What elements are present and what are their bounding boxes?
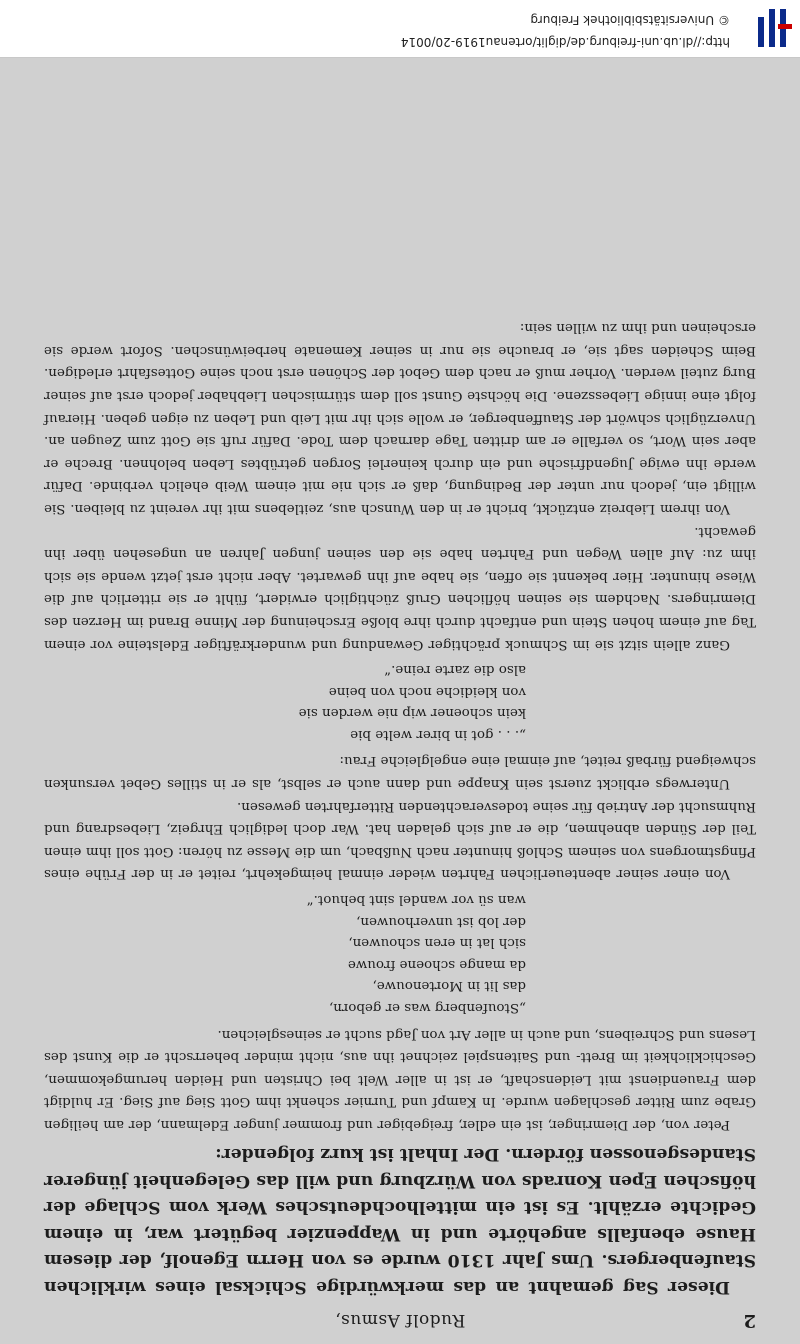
body-paragraph: Peter von, der Diemringer, ist ein edler, freigebiger und frommer junger Edelmann, der am heiligen Grabe zum Ritter geschlagen wurde. In Kampf und Turnier schenkt ihm Gott Sieg auf Sieg. Er huldigt dem Frauendienst mit Leidenschaft, er ist in aller Welt bei Christen und Heiden herumgekommen, Geschicklichkeit im Brett- und Saitenspiel zeichnet ihn aus, nicht minder beherrscht er die Kunst des Lesens und Schreibens, und auch in aller Art von Jagd sucht er seinesgleichen. <box>44 1026 756 1132</box>
verse-block <box>44 888 526 1018</box>
footer-bar <box>0 0 800 58</box>
verse-line: sich lat in eren schouwen, <box>348 935 526 951</box>
running-head <box>44 1304 756 1336</box>
verse-line: „Stoufenberg was er geborn, <box>329 1000 526 1016</box>
verse-line: wan sü vor wandel sint behuot.“ <box>306 892 526 908</box>
page-number: 2 <box>743 1310 756 1331</box>
ub-freiburg-logo-icon <box>752 5 792 51</box>
document-page <box>0 58 800 1344</box>
running-head-author: Rudolf Asmus, <box>334 1310 466 1330</box>
verse-line: das lit in Mortenouwe, <box>372 978 526 994</box>
verse-line: „. . . got in birer welte bie <box>350 726 526 742</box>
body-paragraph: Von einer seiner abenteuerlichen Fahrten wieder einmal heimgekehrt, reitet er in der Frühe eines Pfingstmorgens von seinem Schloß hinunter nach Nußbach, um die Messe zu hören: Gott soll ihm einen Teil der Sünden abnehmen, die er auf sich geladen hat. War doch lediglich Ehrgeiz, Liebesdrang und Ruhmsucht der Antrieb für seine todesverachtenden Ritterfahrten gewesen. <box>44 798 756 882</box>
verse-line: kein schoener wip nie werden sie <box>298 705 526 721</box>
verse-line: also die zarte reine.“ <box>384 662 526 678</box>
intro-paragraph: Dieser Sag gemahnt an das merkwürdige Schicksal eines wirklichen Staufenbergers. Ums Jahr 1310 wurde es von Herrn Egenolf, der diesem Hause ebenfalls angehörte und in Wappenzier begütert war, in einem Gedichte erzählt. Es ist ein mittelhochdeutsches Werk vom Schlage der höfischen Epen Konrads von Würzburg und will das Gelegenheit jüngerer Standesgenossen fördern. Der Inhalt ist kurz folgender: <box>44 1144 756 1297</box>
verse-line: der lob ist unverhouwen, <box>356 913 526 929</box>
source-url-link[interactable]: http://dl.ub.uni-freiburg.de/diglit/ortenau1919-20/0014 <box>400 35 730 49</box>
verse-line: da mange schoene frouwe <box>347 956 526 972</box>
copyright-notice: © Universitätsbibliothek Freiburg <box>530 13 730 27</box>
body-paragraph: Ganz allein sitzt sie im Schmuck prächtiger Gewandung und wunderkräftiger Edelsteine vor einem Tag auf einem hohen Stein und entfacht durch ihre bloße Erscheinung der Minne Brand im Herzen des Diemringers. Nachdem sie seinen höflichen Gruß züchtiglich erwidert, fühlt er sie ritterlich auf die Wiese hinunter. Hier bekennt sie offen, sie habe auf ihn gewartet. Aber nicht erst jetzt wende sie sich ihm zu: Auf allen Wegen und Fahrten habe sie den seinen jungen Jahren an ungesehen über ihn gewacht. <box>44 523 756 652</box>
footer-text <box>401 9 730 53</box>
body-paragraph: Von ihrem Liebreiz entzückt, bricht er in den Wunsch aus, zeitlebens mit ihr vereint zu bleiben. Sie willigt ein, jedoch nur unter der Bedingung, daß er sich nie mit einem Weib ehelich verbinde. Dafür werde ihn ewige Jugendfrische und ein durch keinerlei Sorgen getrübtes Leben belohnen. Breche er aber sein Wort, so verfalle er am dritten Tage darnach dem Tode. Dafür ruft sie Gott zum Zeugen an. Unverzüglich schwört der Stauffenberger, er wolle sich ihr mit Leib und Leben zu eigen geben. Hierauf folgt eine innige Liebesszene. Die höchste Gunst soll dem stürmischen Liebhaber jedoch erst auf seiner Burg zuteil werden. Vorher muß er nach dem Gebot der Schönen erst noch seine Gottesfahrt erledigen. Beim Scheiden sagt sie, er brauche sie nur in seiner Kemenate herbeiwünschen. Sofort werde sie erscheinen und ihm zu willen sein: <box>44 320 756 516</box>
verse-line: von kleidiche noch von beine <box>328 683 526 699</box>
verse-block <box>44 659 526 745</box>
body-paragraph: Unterwegs erblickt zuerst sein Knappe und dann auch er selbst, als er in stilles Gebet versunken schweigend fürbaß reitet, auf einmal eine engelgleiche Frau: <box>44 753 756 792</box>
